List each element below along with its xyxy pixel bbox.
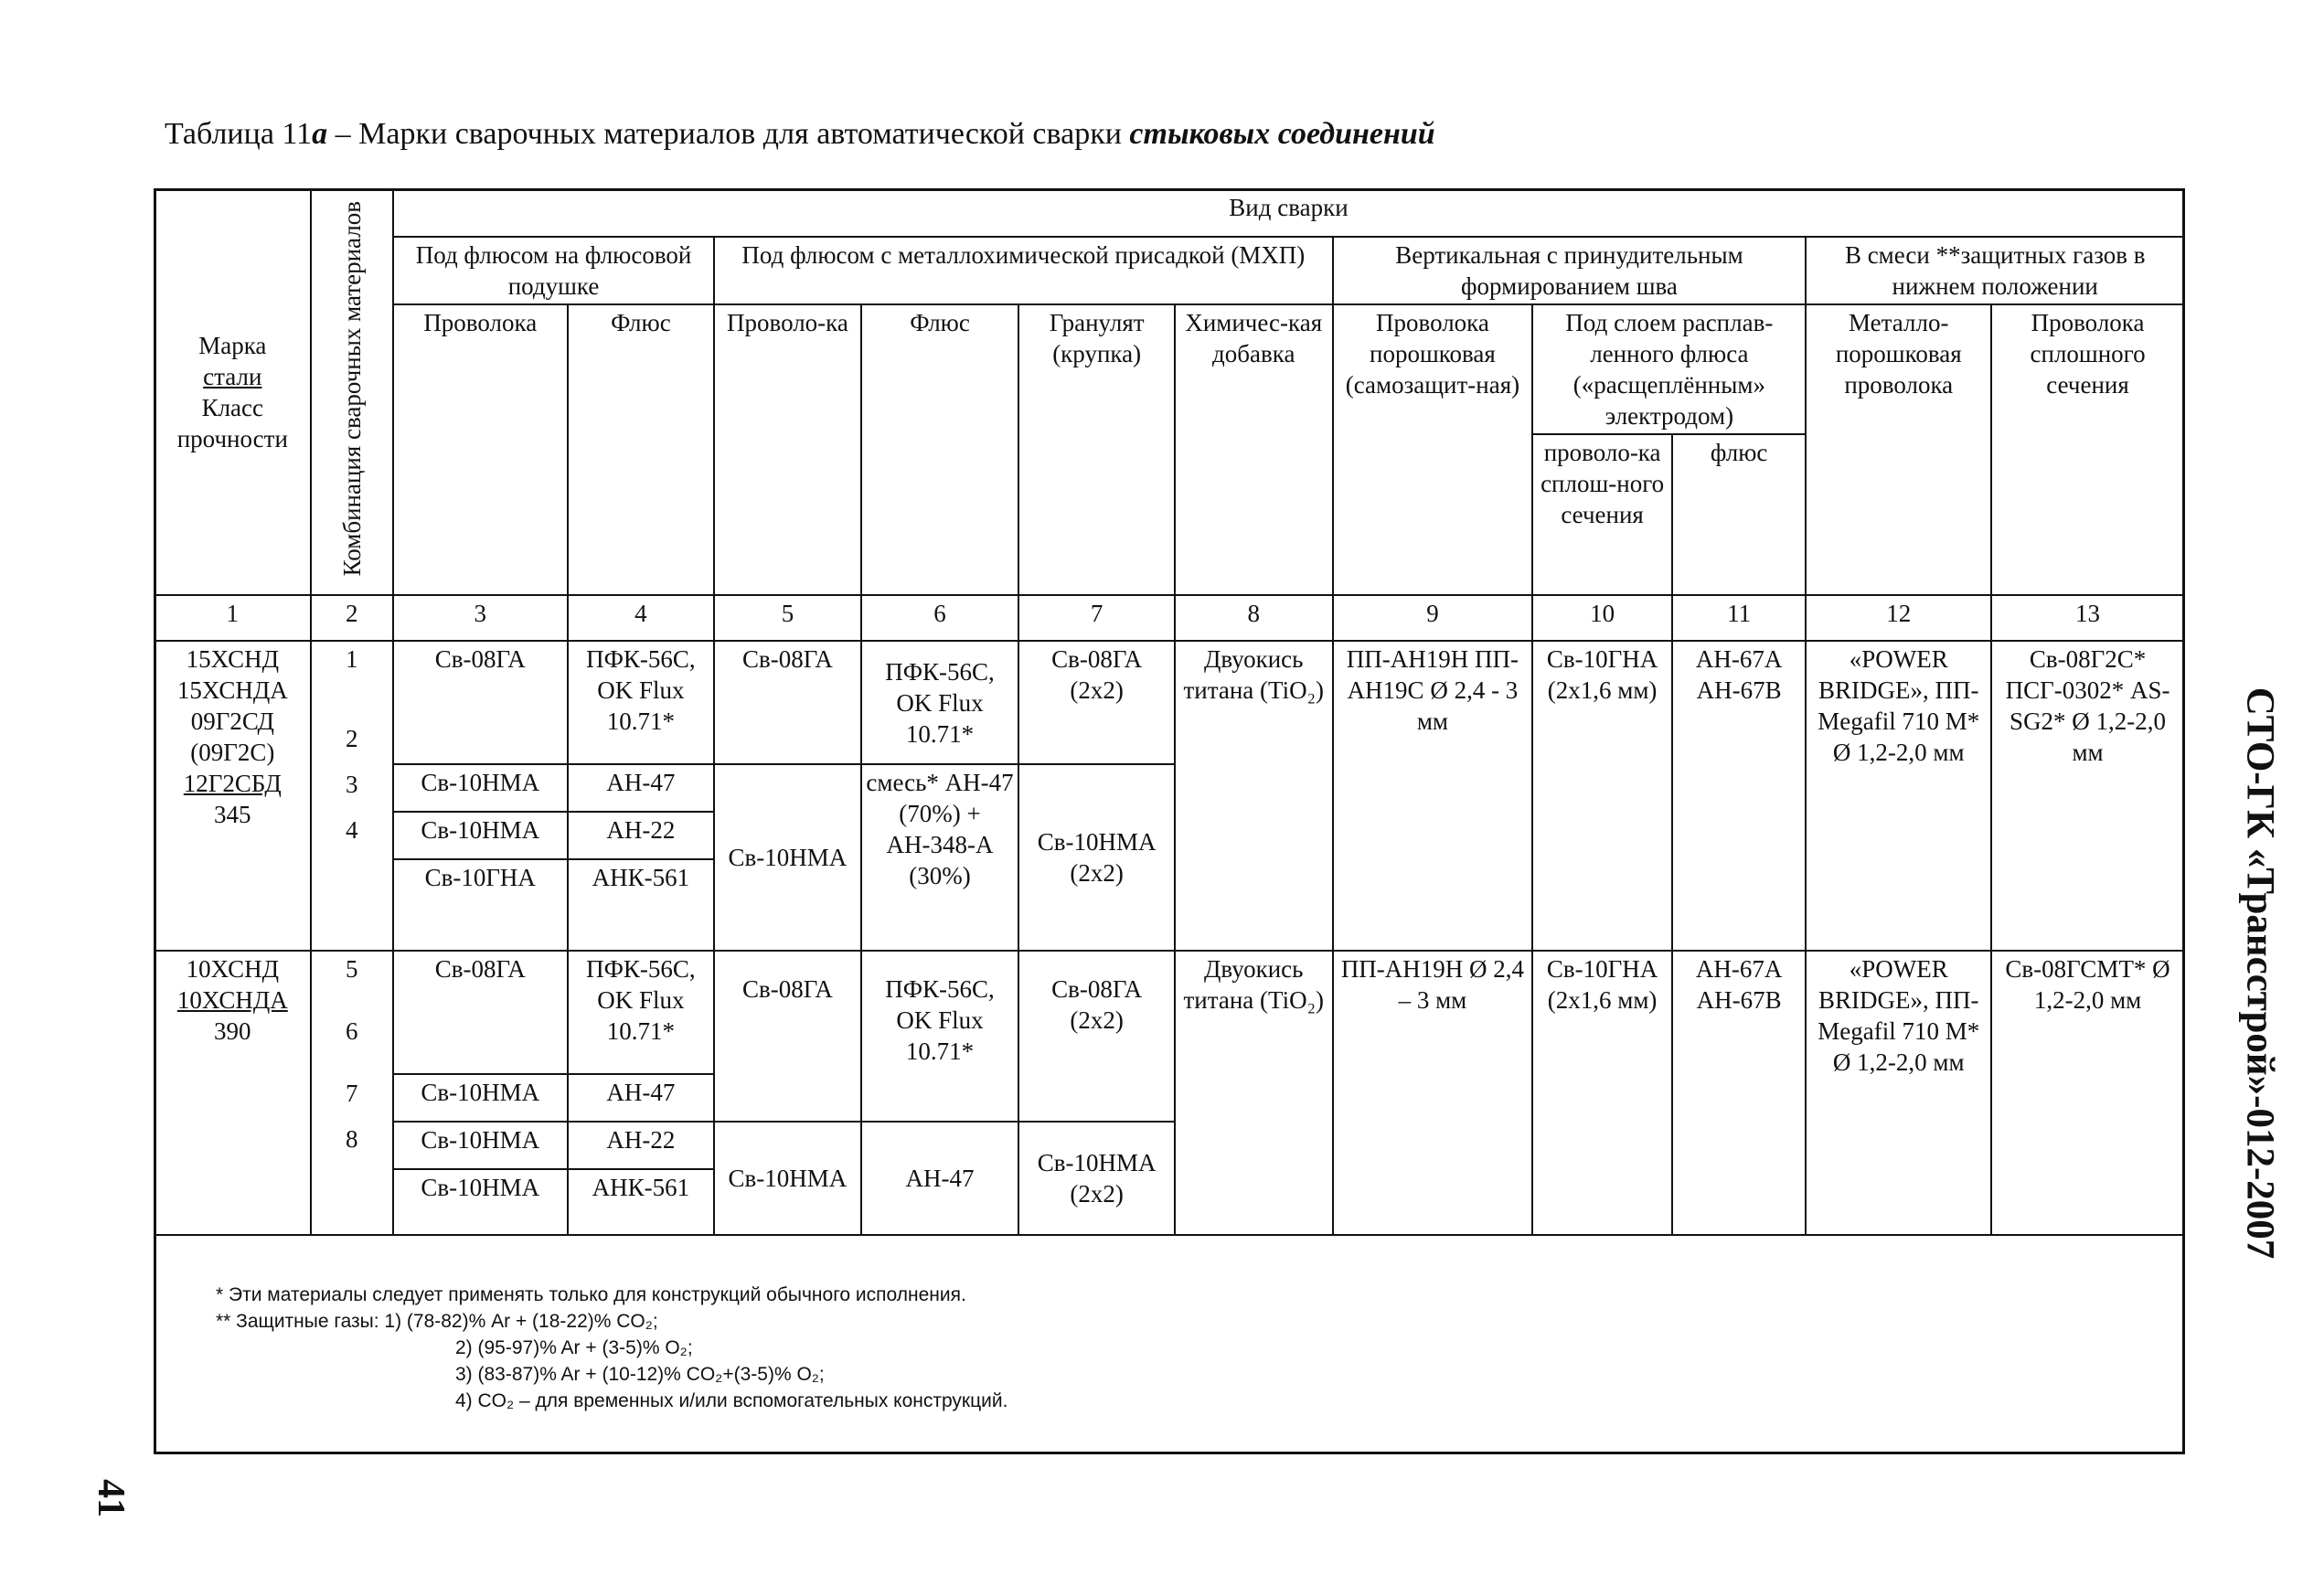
colnum: 7 xyxy=(1018,595,1175,641)
document-code: СТО-ГК «Трансстрой»-012-2007 xyxy=(2238,686,2282,1260)
solid13-cell: Св-08Г2С* ПСГ-0302* AS-SG2* Ø 1,2-2,0 мм xyxy=(1991,641,2184,951)
combo-number: 1 xyxy=(346,645,358,673)
caption-italic: стыковых соединений xyxy=(1129,117,1435,151)
col9-header: Проволока порошковая (самозащит-ная) xyxy=(1333,304,1533,595)
flux-cell: АН-47 xyxy=(568,764,715,812)
col4-header: Флюс xyxy=(568,304,715,595)
mxp-wire-cell: Св-08ГА xyxy=(714,641,861,764)
wire-cell: Св-10ГНА xyxy=(393,859,568,951)
footnote: ** Защитные газы: 1) (78-82)% Ar + (18-22)% CO₂; xyxy=(216,1311,658,1332)
flux-cell: ПФК-56С, OK Flux 10.71* xyxy=(568,641,715,764)
col10-header: проволо-ка сплош-ного сечения xyxy=(1532,434,1672,595)
combo-number: 8 xyxy=(346,1125,358,1153)
footnote: 2) (95-97)% Ar + (3-5)% O₂; xyxy=(455,1337,693,1358)
col7-header: Гранулят (крупка) xyxy=(1018,304,1175,595)
granule-cell: Св-08ГА (2х2) xyxy=(1018,951,1175,1122)
granule-cell: Св-10НМА (2х2) xyxy=(1018,764,1175,951)
group1-header: Под флюсом на флюсовой подушке xyxy=(393,237,714,304)
page-number: 41 xyxy=(90,1479,132,1517)
col11-header: флюс xyxy=(1672,434,1807,595)
colnum: 10 xyxy=(1532,595,1672,641)
granule-cell: Св-10НМА (2х2) xyxy=(1018,1122,1175,1235)
vid-header: Вид сварки xyxy=(393,189,2184,237)
flux-cored-cell: ПП-АН19Н Ø 2,4 – 3 мм xyxy=(1333,951,1533,1235)
colnum: 13 xyxy=(1991,595,2184,641)
combo-header-text: Комбинация сварочных материалов xyxy=(337,200,366,577)
combo-number: 6 xyxy=(346,1017,358,1045)
additive-cell: Двуокись титана (TiO₂) xyxy=(1175,951,1333,1235)
col8-header: Химичес-кая добавка xyxy=(1175,304,1333,595)
steel-header-line4: прочности xyxy=(176,425,288,452)
mxp-flux-cell: АН-47 xyxy=(861,1122,1019,1235)
metal-cored-cell: «POWER BRIDGE», ПП-Megafil 710 M* Ø 1,2-2,0 мм xyxy=(1806,951,1991,1235)
colnum: 11 xyxy=(1672,595,1807,641)
col5-header: Проволо-ка xyxy=(714,304,861,595)
combo-number: 5 xyxy=(346,955,358,983)
granule-cell: Св-08ГА (2х2) xyxy=(1018,641,1175,764)
additive-cell: Двуокись титана (TiO₂) xyxy=(1175,641,1333,951)
steel-grade: 09Г2СД xyxy=(190,708,274,735)
col6-header: Флюс xyxy=(861,304,1019,595)
combo-number: 7 xyxy=(346,1080,358,1107)
footnote: * Эти материалы следует применять только для конструкций обычного исполнения. xyxy=(216,1284,966,1305)
mxp-wire-cell: Св-10НМА xyxy=(714,1122,861,1235)
wire-cell: Св-10НМА xyxy=(393,764,568,812)
table-frame xyxy=(154,188,2185,1454)
steel-grade: 10ХСНДА xyxy=(176,986,288,1014)
combo-number: 2 xyxy=(346,725,358,752)
col12-header: Металло-порошковая проволока xyxy=(1806,304,1991,595)
footnote: 3) (83-87)% Ar + (10-12)% CO₂+(3-5)% O₂; xyxy=(455,1364,825,1385)
mxp-flux-cell: смесь* АН-47 (70%) + АН-348-А (30%) xyxy=(861,764,1019,951)
colnum: 3 xyxy=(393,595,568,641)
table-caption xyxy=(165,117,1435,152)
wire-cell: Св-10НМА xyxy=(393,1074,568,1122)
caption-prefix: Таблица 11 xyxy=(165,117,313,151)
flux11-cell: АН-67А АН-67В xyxy=(1672,951,1807,1235)
flux11-cell: АН-67А АН-67В xyxy=(1672,641,1807,951)
steel-header-line2: стали xyxy=(203,363,262,390)
flux-cell: АН-47 xyxy=(568,1074,715,1122)
steel-grade: 15ХСНДА xyxy=(176,676,288,704)
col13-header: Проволока сплошного сечения xyxy=(1991,304,2184,595)
flux-cored-cell: ПП-АН19Н ПП-АН19С Ø 2,4 - 3 мм xyxy=(1333,641,1533,951)
combo-number: 4 xyxy=(346,816,358,844)
combo-number: 3 xyxy=(346,771,358,798)
colnum: 9 xyxy=(1333,595,1533,641)
flux-cell: АН-22 xyxy=(568,812,715,859)
flux-cell: АНК-561 xyxy=(568,1169,715,1235)
metal-cored-cell: «POWER BRIDGE», ПП-Megafil 710 M* Ø 1,2-2,0 мм xyxy=(1806,641,1991,951)
steel-grade: 10ХСНД xyxy=(186,955,279,983)
steel-grade: 12Г2СБД xyxy=(183,770,282,797)
mxp-wire-cell: Св-10НМА xyxy=(714,764,861,951)
colnum: 12 xyxy=(1806,595,1991,641)
flux-cell: АНК-561 xyxy=(568,859,715,951)
wire-cell: Св-08ГА xyxy=(393,641,568,764)
wire-cell: Св-08ГА xyxy=(393,951,568,1074)
wire-cell: Св-10НМА xyxy=(393,812,568,859)
footnote: 4) CO₂ – для временных и/или вспомогательных конструкций. xyxy=(455,1390,1008,1411)
solid-wire-cell: Св-10ГНА (2х1,6 мм) xyxy=(1532,951,1672,1235)
colnum: 4 xyxy=(568,595,715,641)
mxp-flux-cell: ПФК-56С, OK Flux 10.71* xyxy=(861,641,1019,764)
wire-cell: Св-10НМА xyxy=(393,1169,568,1235)
strength-class: 390 xyxy=(214,1017,251,1045)
wire-cell: Св-10НМА xyxy=(393,1122,568,1169)
col10-11-header: Под слоем расплав-ленного флюса («расщеплённым» электродом) xyxy=(1532,304,1806,434)
mxp-wire-cell: Св-08ГА xyxy=(714,951,861,1122)
flux-cell: ПФК-56С, OK Flux 10.71* xyxy=(568,951,715,1074)
steel-header-line3: Класс xyxy=(201,394,264,421)
group2-header: Под флюсом с металлохимической присадкой (МХП) xyxy=(714,237,1332,304)
solid13-cell: Св-08ГСМТ* Ø 1,2-2,0 мм xyxy=(1991,951,2184,1235)
group3-header: Вертикальная с принудительным формированием шва xyxy=(1333,237,1807,304)
colnum: 2 xyxy=(311,595,393,641)
caption-letter: а xyxy=(312,117,328,151)
colnum: 1 xyxy=(155,595,311,641)
flux-cell: АН-22 xyxy=(568,1122,715,1169)
caption-text: – Марки сварочных материалов для автоматической сварки xyxy=(327,117,1130,151)
steel-grade: (09Г2С) xyxy=(190,739,275,766)
steel-header-line1: Марка xyxy=(198,332,267,359)
strength-class: 345 xyxy=(214,801,251,828)
colnum: 8 xyxy=(1175,595,1333,641)
footnotes xyxy=(216,1282,1007,1414)
colnum: 6 xyxy=(861,595,1019,641)
col3-header: Проволока xyxy=(393,304,568,595)
colnum: 5 xyxy=(714,595,861,641)
solid-wire-cell: Св-10ГНА (2х1,6 мм) xyxy=(1532,641,1672,951)
steel-grade: 15ХСНД xyxy=(186,645,279,673)
mxp-flux-cell: ПФК-56С, OK Flux 10.71* xyxy=(861,951,1019,1122)
group4-header: В смеси **защитных газов в нижнем положении xyxy=(1806,237,2184,304)
